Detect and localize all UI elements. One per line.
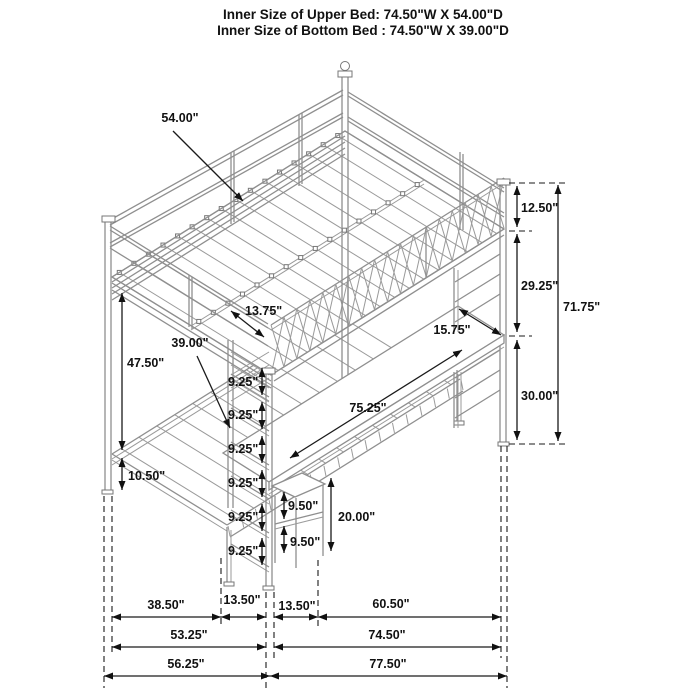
header-bottom-bed-size: Inner Size of Bottom Bed : 74.50"W X 39.00"D — [217, 23, 509, 38]
dim-bunk-gap-height: 47.50" — [127, 356, 165, 370]
dim-shelf-gap-6: 9.25" — [228, 544, 259, 558]
dim-shelf-gap-3: 9.25" — [228, 442, 259, 456]
dim-desk-depth: 15.75" — [433, 323, 471, 337]
dim-row1-d: 60.50" — [372, 597, 410, 611]
dim-overall-height: 71.75" — [563, 300, 601, 314]
dim-row1-b: 13.50" — [223, 593, 261, 607]
dim-bed-to-desk: 29.25" — [521, 279, 559, 293]
dim-row1-a: 38.50" — [147, 598, 185, 612]
header-upper-bed-size: Inner Size of Upper Bed: 74.50"W X 54.00"D — [223, 7, 503, 22]
dim-desk-length: 75.25" — [349, 401, 387, 415]
dim-shelf-gap-2: 9.25" — [228, 408, 259, 422]
dim-table-gap-2: 9.50" — [290, 535, 321, 549]
dim-row2-a: 53.25" — [170, 628, 208, 642]
dim-row1-c: 13.50" — [278, 599, 316, 613]
dim-desk-to-floor: 30.00" — [521, 389, 559, 403]
dim-shelf-gap-5: 9.25" — [228, 510, 259, 524]
dim-row3-a: 56.25" — [167, 657, 205, 671]
dim-table-height: 20.00" — [338, 510, 376, 524]
dim-shelf-gap-4: 9.25" — [228, 476, 259, 490]
dim-table-gap-1: 9.50" — [288, 499, 319, 513]
dim-top-rail-to-bed: 12.50" — [521, 201, 559, 215]
dim-shelf-gap-1: 9.25" — [228, 375, 259, 389]
dim-row2-b: 74.50" — [368, 628, 406, 642]
dim-row3-b: 77.50" — [369, 657, 407, 671]
dim-front-rail-height: 13.75" — [245, 304, 283, 318]
dim-lower-slat-depth: 39.00" — [171, 336, 209, 350]
dim-upper-slat-depth: 54.00" — [161, 111, 199, 125]
dim-lower-bed-height: 10.50" — [128, 469, 166, 483]
side-table-drawing — [272, 473, 325, 568]
